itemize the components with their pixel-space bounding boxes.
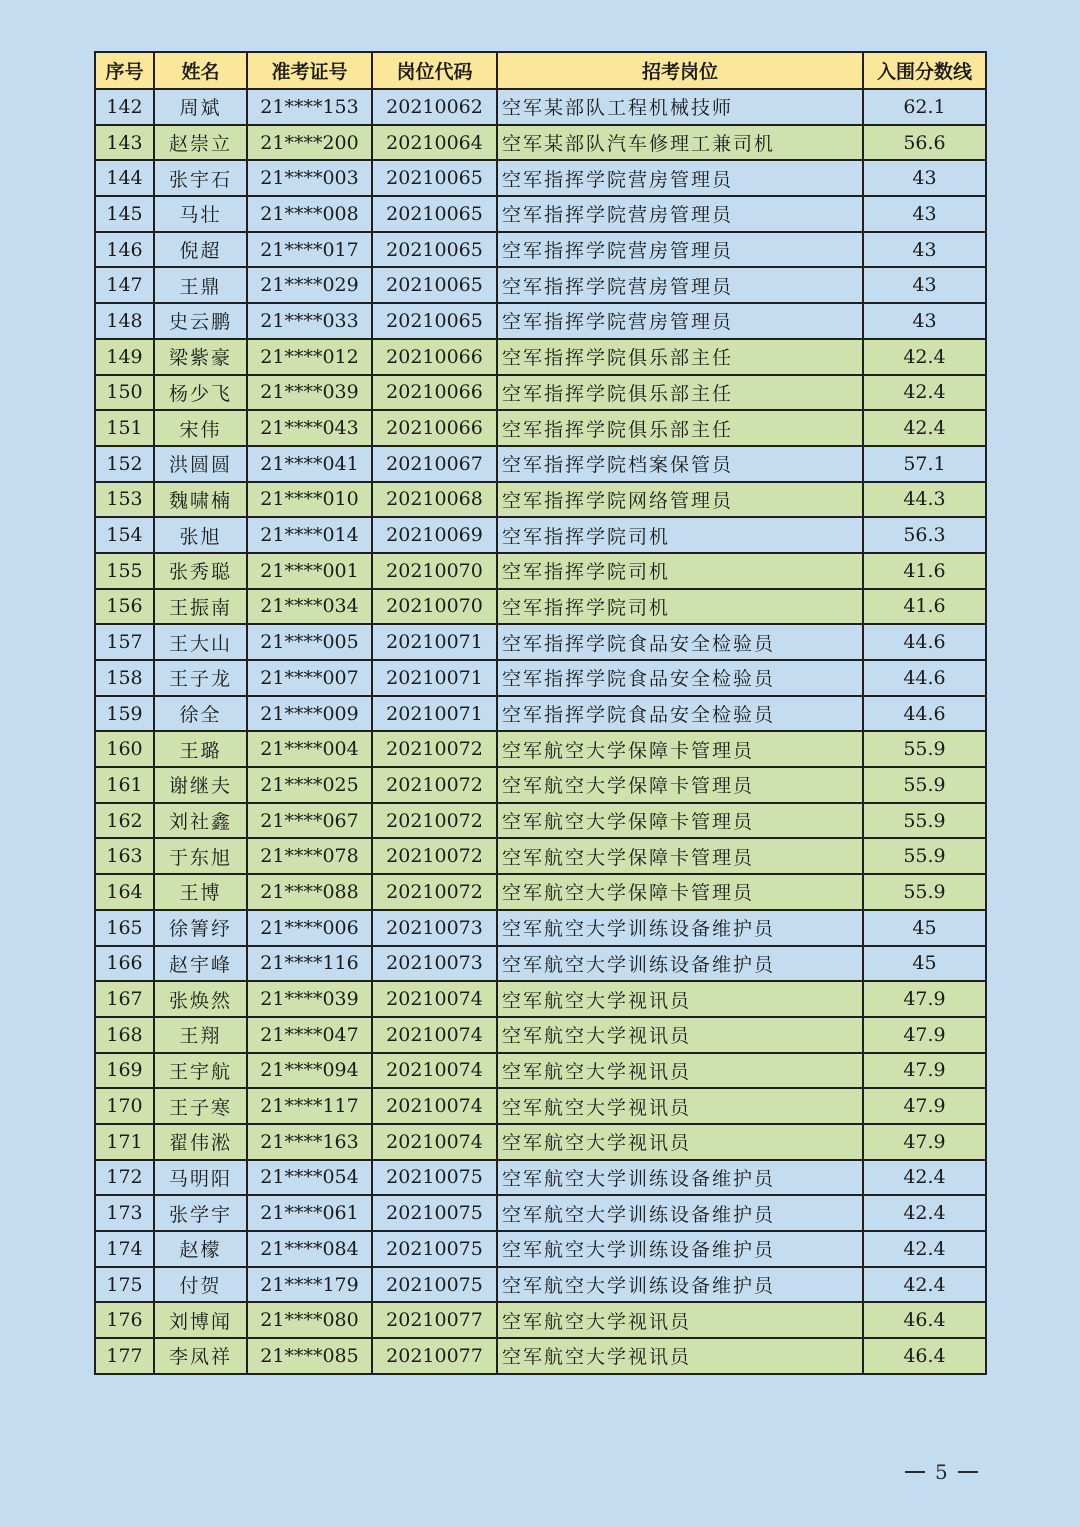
cell-exam-id: 21****054 [247, 1160, 372, 1196]
table-row [95, 838, 986, 874]
cell-serial: 161 [95, 767, 154, 803]
cell-serial: 149 [95, 339, 154, 375]
cell-serial: 157 [95, 624, 154, 660]
cell-post-code: 20210065 [372, 196, 497, 232]
cell-post: 空军某部队工程机械技师 [497, 89, 863, 125]
cell-exam-id: 21****163 [247, 1124, 372, 1160]
cell-cutoff-score: 55.9 [863, 803, 986, 839]
cell-serial: 148 [95, 303, 154, 339]
cell-name: 马明阳 [154, 1160, 247, 1196]
table-row [95, 1267, 986, 1303]
table-row [95, 624, 986, 660]
table-header-row [95, 52, 986, 89]
cell-exam-id: 21****034 [247, 589, 372, 625]
cell-cutoff-score: 47.9 [863, 1017, 986, 1053]
cell-post: 空军航空大学视讯员 [497, 1302, 863, 1338]
cell-cutoff-score: 47.9 [863, 1088, 986, 1124]
cell-name: 刘社鑫 [154, 803, 247, 839]
cell-post: 空军指挥学院网络管理员 [497, 482, 863, 518]
cell-post: 空军指挥学院营房管理员 [497, 303, 863, 339]
cell-serial: 143 [95, 125, 154, 161]
cell-serial: 155 [95, 553, 154, 589]
cell-post-code: 20210072 [372, 874, 497, 910]
cell-name: 翟伟淞 [154, 1124, 247, 1160]
cell-cutoff-score: 42.4 [863, 1160, 986, 1196]
cell-exam-id: 21****006 [247, 910, 372, 946]
cell-exam-id: 21****179 [247, 1267, 372, 1303]
cell-post-code: 20210066 [372, 410, 497, 446]
table-row [95, 660, 986, 696]
cell-post: 空军航空大学训练设备维护员 [497, 1160, 863, 1196]
header-cutoff-score: 入围分数线 [863, 52, 986, 89]
cell-exam-id: 21****009 [247, 696, 372, 732]
cell-serial: 174 [95, 1231, 154, 1267]
cell-serial: 144 [95, 160, 154, 196]
cell-exam-id: 21****088 [247, 874, 372, 910]
cell-post: 空军航空大学视讯员 [497, 981, 863, 1017]
cell-post-code: 20210074 [372, 1088, 497, 1124]
cell-serial: 142 [95, 89, 154, 125]
cell-post: 空军指挥学院司机 [497, 553, 863, 589]
cell-cutoff-score: 42.4 [863, 375, 986, 411]
cell-exam-id: 21****085 [247, 1338, 372, 1374]
cell-cutoff-score: 44.6 [863, 624, 986, 660]
results-table [94, 51, 987, 1375]
cell-exam-id: 21****001 [247, 553, 372, 589]
cell-name: 徐箐纾 [154, 910, 247, 946]
cell-post-code: 20210065 [372, 160, 497, 196]
header-post-code: 岗位代码 [372, 52, 497, 89]
cell-post: 空军航空大学视讯员 [497, 1088, 863, 1124]
cell-exam-id: 21****039 [247, 375, 372, 411]
cell-post-code: 20210071 [372, 660, 497, 696]
cell-name: 张宇石 [154, 160, 247, 196]
cell-cutoff-score: 47.9 [863, 1053, 986, 1089]
cell-name: 杨少飞 [154, 375, 247, 411]
cell-post: 空军航空大学视讯员 [497, 1338, 863, 1374]
cell-post-code: 20210072 [372, 838, 497, 874]
cell-post: 空军航空大学训练设备维护员 [497, 946, 863, 982]
cell-post: 空军指挥学院食品安全检验员 [497, 624, 863, 660]
cell-serial: 163 [95, 838, 154, 874]
table-row [95, 731, 986, 767]
cell-post-code: 20210065 [372, 232, 497, 268]
cell-cutoff-score: 57.1 [863, 446, 986, 482]
cell-cutoff-score: 42.4 [863, 1195, 986, 1231]
cell-cutoff-score: 41.6 [863, 553, 986, 589]
cell-name: 梁紫豪 [154, 339, 247, 375]
cell-exam-id: 21****005 [247, 624, 372, 660]
cell-post-code: 20210072 [372, 731, 497, 767]
cell-cutoff-score: 62.1 [863, 89, 986, 125]
cell-cutoff-score: 45 [863, 910, 986, 946]
cell-post-code: 20210064 [372, 125, 497, 161]
table-row [95, 946, 986, 982]
table-row [95, 1124, 986, 1160]
cell-serial: 165 [95, 910, 154, 946]
cell-name: 王振南 [154, 589, 247, 625]
cell-exam-id: 21****047 [247, 1017, 372, 1053]
cell-post: 空军指挥学院营房管理员 [497, 160, 863, 196]
cell-cutoff-score: 44.3 [863, 482, 986, 518]
cell-post-code: 20210072 [372, 767, 497, 803]
cell-post: 空军指挥学院司机 [497, 589, 863, 625]
cell-name: 赵崇立 [154, 125, 247, 161]
cell-post: 空军指挥学院俱乐部主任 [497, 410, 863, 446]
table-row [95, 89, 986, 125]
header-serial: 序号 [95, 52, 154, 89]
cell-cutoff-score: 55.9 [863, 874, 986, 910]
cell-post-code: 20210069 [372, 517, 497, 553]
cell-exam-id: 21****039 [247, 981, 372, 1017]
header-exam-id: 准考证号 [247, 52, 372, 89]
cell-name: 王宇航 [154, 1053, 247, 1089]
cell-post-code: 20210074 [372, 1017, 497, 1053]
table-row [95, 910, 986, 946]
table-row [95, 981, 986, 1017]
cell-post: 空军航空大学视讯员 [497, 1124, 863, 1160]
cell-serial: 160 [95, 731, 154, 767]
cell-exam-id: 21****094 [247, 1053, 372, 1089]
cell-serial: 158 [95, 660, 154, 696]
cell-serial: 150 [95, 375, 154, 411]
cell-post-code: 20210070 [372, 553, 497, 589]
cell-post: 空军航空大学保障卡管理员 [497, 803, 863, 839]
cell-cutoff-score: 55.9 [863, 731, 986, 767]
cell-post-code: 20210074 [372, 981, 497, 1017]
cell-post: 空军航空大学视讯员 [497, 1053, 863, 1089]
cell-serial: 176 [95, 1302, 154, 1338]
cell-post: 空军指挥学院营房管理员 [497, 267, 863, 303]
table-row [95, 160, 986, 196]
cell-post: 空军航空大学训练设备维护员 [497, 1195, 863, 1231]
cell-post: 空军航空大学保障卡管理员 [497, 767, 863, 803]
cell-cutoff-score: 45 [863, 946, 986, 982]
cell-serial: 154 [95, 517, 154, 553]
cell-serial: 162 [95, 803, 154, 839]
cell-exam-id: 21****078 [247, 838, 372, 874]
cell-serial: 175 [95, 1267, 154, 1303]
cell-serial: 173 [95, 1195, 154, 1231]
cell-post-code: 20210062 [372, 89, 497, 125]
cell-cutoff-score: 47.9 [863, 1124, 986, 1160]
cell-name: 李凤祥 [154, 1338, 247, 1374]
table-row [95, 553, 986, 589]
cell-exam-id: 21****007 [247, 660, 372, 696]
cell-exam-id: 21****014 [247, 517, 372, 553]
dash-right [958, 1471, 978, 1473]
cell-post: 空军航空大学训练设备维护员 [497, 1231, 863, 1267]
cell-serial: 168 [95, 1017, 154, 1053]
cell-exam-id: 21****043 [247, 410, 372, 446]
cell-name: 张秀聪 [154, 553, 247, 589]
cell-post-code: 20210074 [372, 1053, 497, 1089]
table-row [95, 339, 986, 375]
cell-name: 王子寒 [154, 1088, 247, 1124]
cell-name: 魏啸楠 [154, 482, 247, 518]
cell-exam-id: 21****084 [247, 1231, 372, 1267]
cell-exam-id: 21****116 [247, 946, 372, 982]
cell-post-code: 20210072 [372, 803, 497, 839]
cell-exam-id: 21****003 [247, 160, 372, 196]
header-name: 姓名 [154, 52, 247, 89]
cell-exam-id: 21****117 [247, 1088, 372, 1124]
cell-post-code: 20210073 [372, 946, 497, 982]
cell-serial: 145 [95, 196, 154, 232]
cell-name: 徐全 [154, 696, 247, 732]
cell-post: 空军指挥学院俱乐部主任 [497, 375, 863, 411]
cell-cutoff-score: 43 [863, 303, 986, 339]
table-row [95, 803, 986, 839]
table-row [95, 589, 986, 625]
cell-name: 张旭 [154, 517, 247, 553]
cell-post-code: 20210065 [372, 267, 497, 303]
cell-post-code: 20210074 [372, 1124, 497, 1160]
cell-exam-id: 21****025 [247, 767, 372, 803]
table-row [95, 1017, 986, 1053]
cell-serial: 146 [95, 232, 154, 268]
cell-serial: 156 [95, 589, 154, 625]
cell-name: 王大山 [154, 624, 247, 660]
cell-exam-id: 21****004 [247, 731, 372, 767]
table-row [95, 696, 986, 732]
cell-name: 付贺 [154, 1267, 247, 1303]
table-row [95, 232, 986, 268]
cell-name: 王子龙 [154, 660, 247, 696]
table-row [95, 482, 986, 518]
table-row [95, 1302, 986, 1338]
cell-exam-id: 21****008 [247, 196, 372, 232]
table-row [95, 125, 986, 161]
cell-post-code: 20210066 [372, 375, 497, 411]
cell-name: 谢继夫 [154, 767, 247, 803]
cell-post: 空军航空大学训练设备维护员 [497, 1267, 863, 1303]
cell-post-code: 20210075 [372, 1160, 497, 1196]
cell-post: 空军某部队汽车修理工兼司机 [497, 125, 863, 161]
cell-name: 张学宇 [154, 1195, 247, 1231]
cell-post-code: 20210070 [372, 589, 497, 625]
cell-cutoff-score: 42.4 [863, 1267, 986, 1303]
cell-post-code: 20210075 [372, 1267, 497, 1303]
table-row [95, 517, 986, 553]
cell-serial: 164 [95, 874, 154, 910]
cell-exam-id: 21****029 [247, 267, 372, 303]
cell-post: 空军指挥学院食品安全检验员 [497, 696, 863, 732]
cell-name: 赵檬 [154, 1231, 247, 1267]
cell-cutoff-score: 44.6 [863, 696, 986, 732]
cell-post: 空军指挥学院俱乐部主任 [497, 339, 863, 375]
cell-cutoff-score: 56.6 [863, 125, 986, 161]
cell-name: 马壮 [154, 196, 247, 232]
cell-cutoff-score: 55.9 [863, 838, 986, 874]
cell-cutoff-score: 43 [863, 160, 986, 196]
table-row [95, 410, 986, 446]
cell-serial: 177 [95, 1338, 154, 1374]
cell-name: 于东旭 [154, 838, 247, 874]
cell-name: 赵宇峰 [154, 946, 247, 982]
cell-serial: 167 [95, 981, 154, 1017]
cell-post: 空军指挥学院司机 [497, 517, 863, 553]
table-row [95, 1338, 986, 1374]
cell-post-code: 20210068 [372, 482, 497, 518]
cell-post-code: 20210066 [372, 339, 497, 375]
cell-name: 洪圆圆 [154, 446, 247, 482]
cell-name: 王璐 [154, 731, 247, 767]
cell-cutoff-score: 42.4 [863, 410, 986, 446]
cell-cutoff-score: 42.4 [863, 339, 986, 375]
cell-serial: 170 [95, 1088, 154, 1124]
cell-post: 空军指挥学院营房管理员 [497, 232, 863, 268]
cell-post-code: 20210077 [372, 1338, 497, 1374]
cell-post-code: 20210071 [372, 624, 497, 660]
cell-serial: 171 [95, 1124, 154, 1160]
cell-serial: 166 [95, 946, 154, 982]
cell-post: 空军指挥学院营房管理员 [497, 196, 863, 232]
cell-cutoff-score: 56.3 [863, 517, 986, 553]
cell-post-code: 20210075 [372, 1195, 497, 1231]
cell-exam-id: 21****067 [247, 803, 372, 839]
table-body [95, 89, 986, 1374]
cell-exam-id: 21****010 [247, 482, 372, 518]
cell-cutoff-score: 44.6 [863, 660, 986, 696]
cell-name: 王博 [154, 874, 247, 910]
table-row [95, 1160, 986, 1196]
cell-cutoff-score: 41.6 [863, 589, 986, 625]
cell-post: 空军指挥学院档案保管员 [497, 446, 863, 482]
cell-name: 周斌 [154, 89, 247, 125]
header-post: 招考岗位 [497, 52, 863, 89]
table-row [95, 1195, 986, 1231]
cell-post: 空军航空大学保障卡管理员 [497, 838, 863, 874]
cell-cutoff-score: 43 [863, 232, 986, 268]
table-row [95, 767, 986, 803]
cell-post: 空军指挥学院食品安全检验员 [497, 660, 863, 696]
cell-serial: 172 [95, 1160, 154, 1196]
cell-exam-id: 21****017 [247, 232, 372, 268]
table-row [95, 1088, 986, 1124]
cell-cutoff-score: 43 [863, 196, 986, 232]
table-row [95, 1231, 986, 1267]
page-number-value: 5 [935, 1460, 948, 1484]
cell-post-code: 20210067 [372, 446, 497, 482]
table-row [95, 446, 986, 482]
cell-serial: 152 [95, 446, 154, 482]
cell-cutoff-score: 43 [863, 267, 986, 303]
cell-name: 宋伟 [154, 410, 247, 446]
cell-post: 空军航空大学保障卡管理员 [497, 874, 863, 910]
table-row [95, 1053, 986, 1089]
cell-name: 王翔 [154, 1017, 247, 1053]
cell-serial: 159 [95, 696, 154, 732]
cell-post: 空军航空大学保障卡管理员 [497, 731, 863, 767]
table-row [95, 196, 986, 232]
cell-post-code: 20210065 [372, 303, 497, 339]
cell-name: 史云鹏 [154, 303, 247, 339]
cell-serial: 169 [95, 1053, 154, 1089]
cell-post-code: 20210077 [372, 1302, 497, 1338]
cell-cutoff-score: 46.4 [863, 1338, 986, 1374]
cell-cutoff-score: 46.4 [863, 1302, 986, 1338]
cell-post-code: 20210073 [372, 910, 497, 946]
cell-serial: 147 [95, 267, 154, 303]
cell-serial: 153 [95, 482, 154, 518]
cell-exam-id: 21****080 [247, 1302, 372, 1338]
table-row [95, 375, 986, 411]
cell-post-code: 20210071 [372, 696, 497, 732]
cell-exam-id: 21****200 [247, 125, 372, 161]
cell-name: 张焕然 [154, 981, 247, 1017]
cell-serial: 151 [95, 410, 154, 446]
cell-post: 空军航空大学视讯员 [497, 1017, 863, 1053]
cell-name: 刘博闻 [154, 1302, 247, 1338]
table-row [95, 303, 986, 339]
cell-cutoff-score: 55.9 [863, 767, 986, 803]
cell-cutoff-score: 47.9 [863, 981, 986, 1017]
cell-cutoff-score: 42.4 [863, 1231, 986, 1267]
cell-exam-id: 21****041 [247, 446, 372, 482]
cell-post-code: 20210075 [372, 1231, 497, 1267]
cell-exam-id: 21****012 [247, 339, 372, 375]
table-row [95, 267, 986, 303]
cell-post: 空军航空大学训练设备维护员 [497, 910, 863, 946]
cell-name: 倪超 [154, 232, 247, 268]
cell-exam-id: 21****061 [247, 1195, 372, 1231]
cell-exam-id: 21****153 [247, 89, 372, 125]
table-row [95, 874, 986, 910]
cell-name: 王鼎 [154, 267, 247, 303]
dash-left [905, 1471, 925, 1473]
cell-exam-id: 21****033 [247, 303, 372, 339]
page-number [905, 1460, 978, 1484]
